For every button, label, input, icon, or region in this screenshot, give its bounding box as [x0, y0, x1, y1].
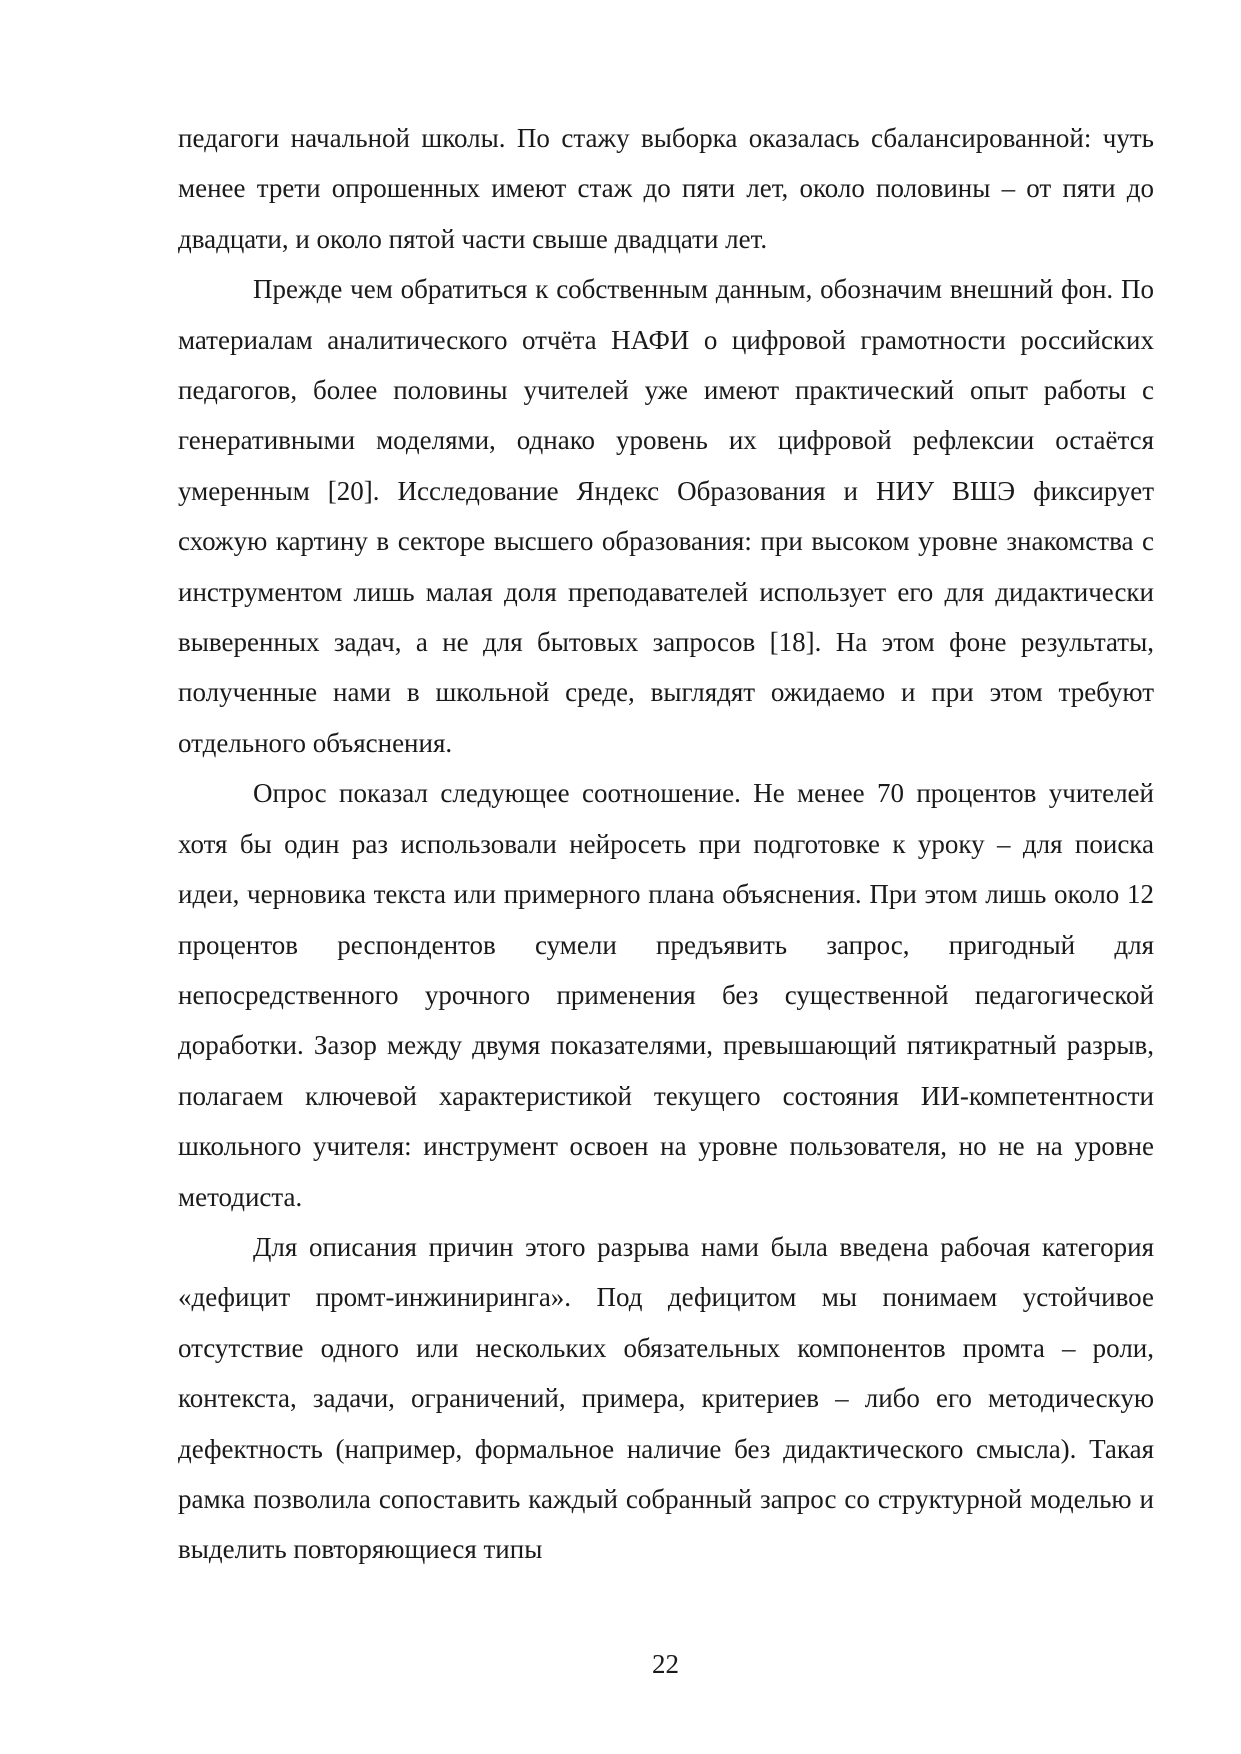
- body-text: [178, 113, 1154, 1575]
- paragraph-external-background: Прежде чем обратиться к собственным данным, обозначим внешний фон. По материалам аналитического отчёта НАФИ о цифровой грамотности российских педагогов, более половины учителей уже имеют практический опыт работы с генеративными моделями, однако уровень их цифровой рефлексии остаётся умеренным [20]. Исследование Яндекс Образования и НИУ ВШЭ фиксирует схожую картину в секторе высшего образования: при высоком уровне знакомства с инструментом лишь малая доля преподавателей использует его для дидактически выверенных задач, а не для бытовых запросов [18]. На этом фоне результаты, полученные нами в школьной среде, выглядят ожидаемо и при этом требуют отдельного объяснения.: [178, 274, 1154, 758]
- paragraph-continuation: педагоги начальной школы. По стажу выборка оказалась сбалансированной: чуть менее трети опрошенных имеют стаж до пяти лет, около половины – от пяти до двадцати, и около пятой части свыше двадцати лет.: [178, 123, 1154, 254]
- page-number: 22: [652, 1649, 679, 1679]
- paragraph-survey-results: Опрос показал следующее соотношение. Не менее 70 процентов учителей хотя бы один раз использовали нейросеть при подготовке к уроку – для поиска идеи, черновика текста или примерного плана объяснения. При этом лишь около 12 процентов респондентов сумели предъявить запрос, пригодный для непосредственного урочного применения без существенной педагогической доработки. Зазор между двумя показателями, превышающий пятикратный разрыв, полагаем ключевой характеристикой текущего состояния ИИ-компетентности школьного учителя: инструмент освоен на уровне пользователя, но не на уровне методиста.: [178, 778, 1154, 1212]
- paragraph-prompt-deficit: Для описания причин этого разрыва нами была введена рабочая категория «дефицит промт-инжиниринга». Под дефицитом мы понимаем устойчивое отсутствие одного или нескольких обязательных компонентов промта – роли, контекста, задачи, ограничений, примера, критериев – либо его методическую дефектность (например, формальное наличие без дидактического смысла). Такая рамка позволила сопоставить каждый собранный запрос со структурной моделью и выделить повторяющиеся типы: [178, 1231, 1154, 1565]
